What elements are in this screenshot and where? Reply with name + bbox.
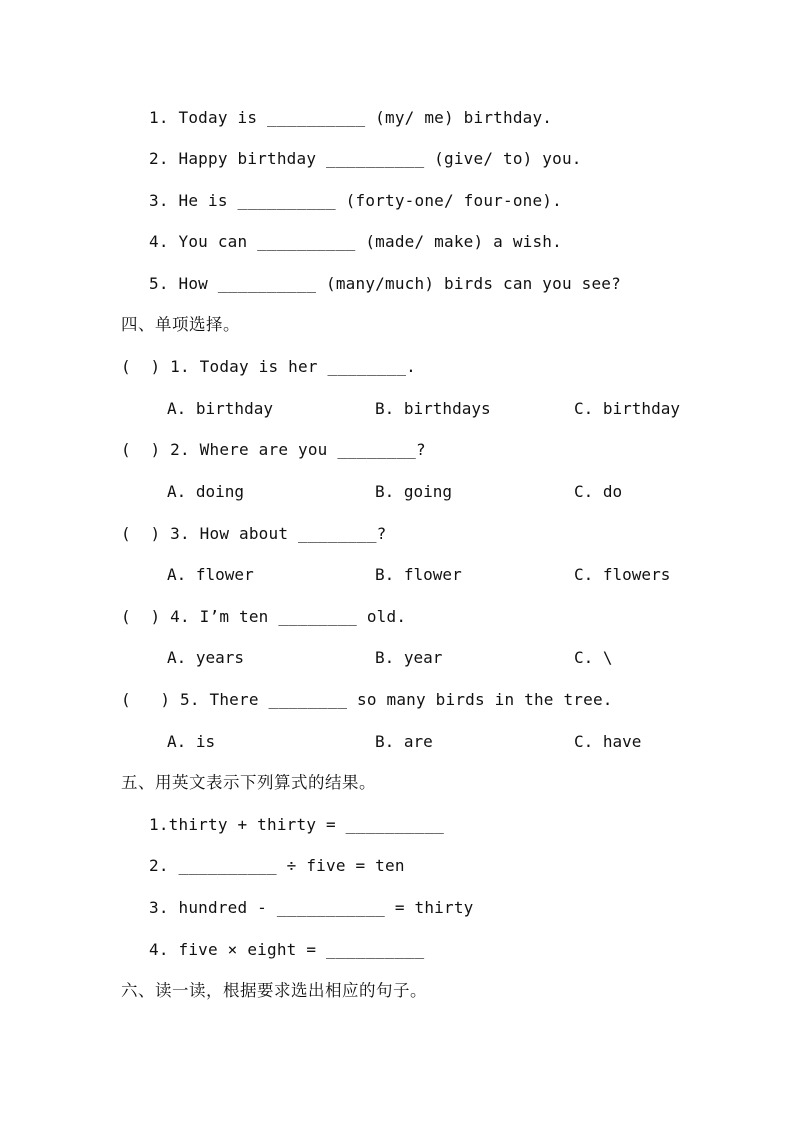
math-item-1: 1.thirty + thirty = __________ bbox=[149, 815, 444, 834]
choice-5-option-c: C. have bbox=[574, 732, 642, 751]
section-5-title: 五、用英文表示下列算式的结果。 bbox=[121, 773, 376, 792]
math-item-4: 4. five × eight = __________ bbox=[149, 940, 425, 959]
fill-in-item-4: 4. You can __________ (made/ make) a wish. bbox=[149, 232, 562, 251]
choice-question-3: ( ) 3. How about ________? bbox=[121, 524, 387, 543]
choice-1-option-c: C. birthday bbox=[574, 399, 680, 418]
fill-in-item-5: 5. How __________ (many/much) birds can you see? bbox=[149, 274, 621, 293]
choice-question-1: ( ) 1. Today is her ________. bbox=[121, 357, 416, 376]
choice-question-4: ( ) 4. I’m ten ________ old. bbox=[121, 607, 407, 626]
section-4-title: 四、单项选择。 bbox=[121, 315, 240, 334]
choice-question-2: ( ) 2. Where are you ________? bbox=[121, 440, 426, 459]
choice-1-option-a: A. birthday bbox=[167, 399, 273, 418]
math-item-2: 2. __________ ÷ five = ten bbox=[149, 856, 405, 875]
choice-4-option-c: C. \ bbox=[574, 648, 613, 667]
fill-in-item-3: 3. He is __________ (forty-one/ four-one). bbox=[149, 191, 562, 210]
choice-2-option-c: C. do bbox=[574, 482, 623, 501]
math-item-3: 3. hundred - ___________ = thirty bbox=[149, 898, 474, 917]
choice-4-option-b: B. year bbox=[375, 648, 443, 667]
fill-in-item-1: 1. Today is __________ (my/ me) birthday. bbox=[149, 108, 553, 127]
choice-2-option-a: A. doing bbox=[167, 482, 245, 501]
choice-5-option-a: A. is bbox=[167, 732, 216, 751]
choice-1-option-b: B. birthdays bbox=[375, 399, 491, 418]
section-6-title: 六、读一读，根据要求选出相应的句子。 bbox=[121, 981, 427, 1000]
choice-question-5: ( ) 5. There ________ so many birds in the tree. bbox=[121, 690, 613, 709]
choice-3-option-b: B. flower bbox=[375, 565, 462, 584]
choice-2-option-b: B. going bbox=[375, 482, 453, 501]
choice-4-option-a: A. years bbox=[167, 648, 245, 667]
fill-in-item-2: 2. Happy birthday __________ (give/ to) you. bbox=[149, 149, 582, 168]
choice-3-option-c: C. flowers bbox=[574, 565, 671, 584]
choice-5-option-b: B. are bbox=[375, 732, 433, 751]
choice-3-option-a: A. flower bbox=[167, 565, 254, 584]
